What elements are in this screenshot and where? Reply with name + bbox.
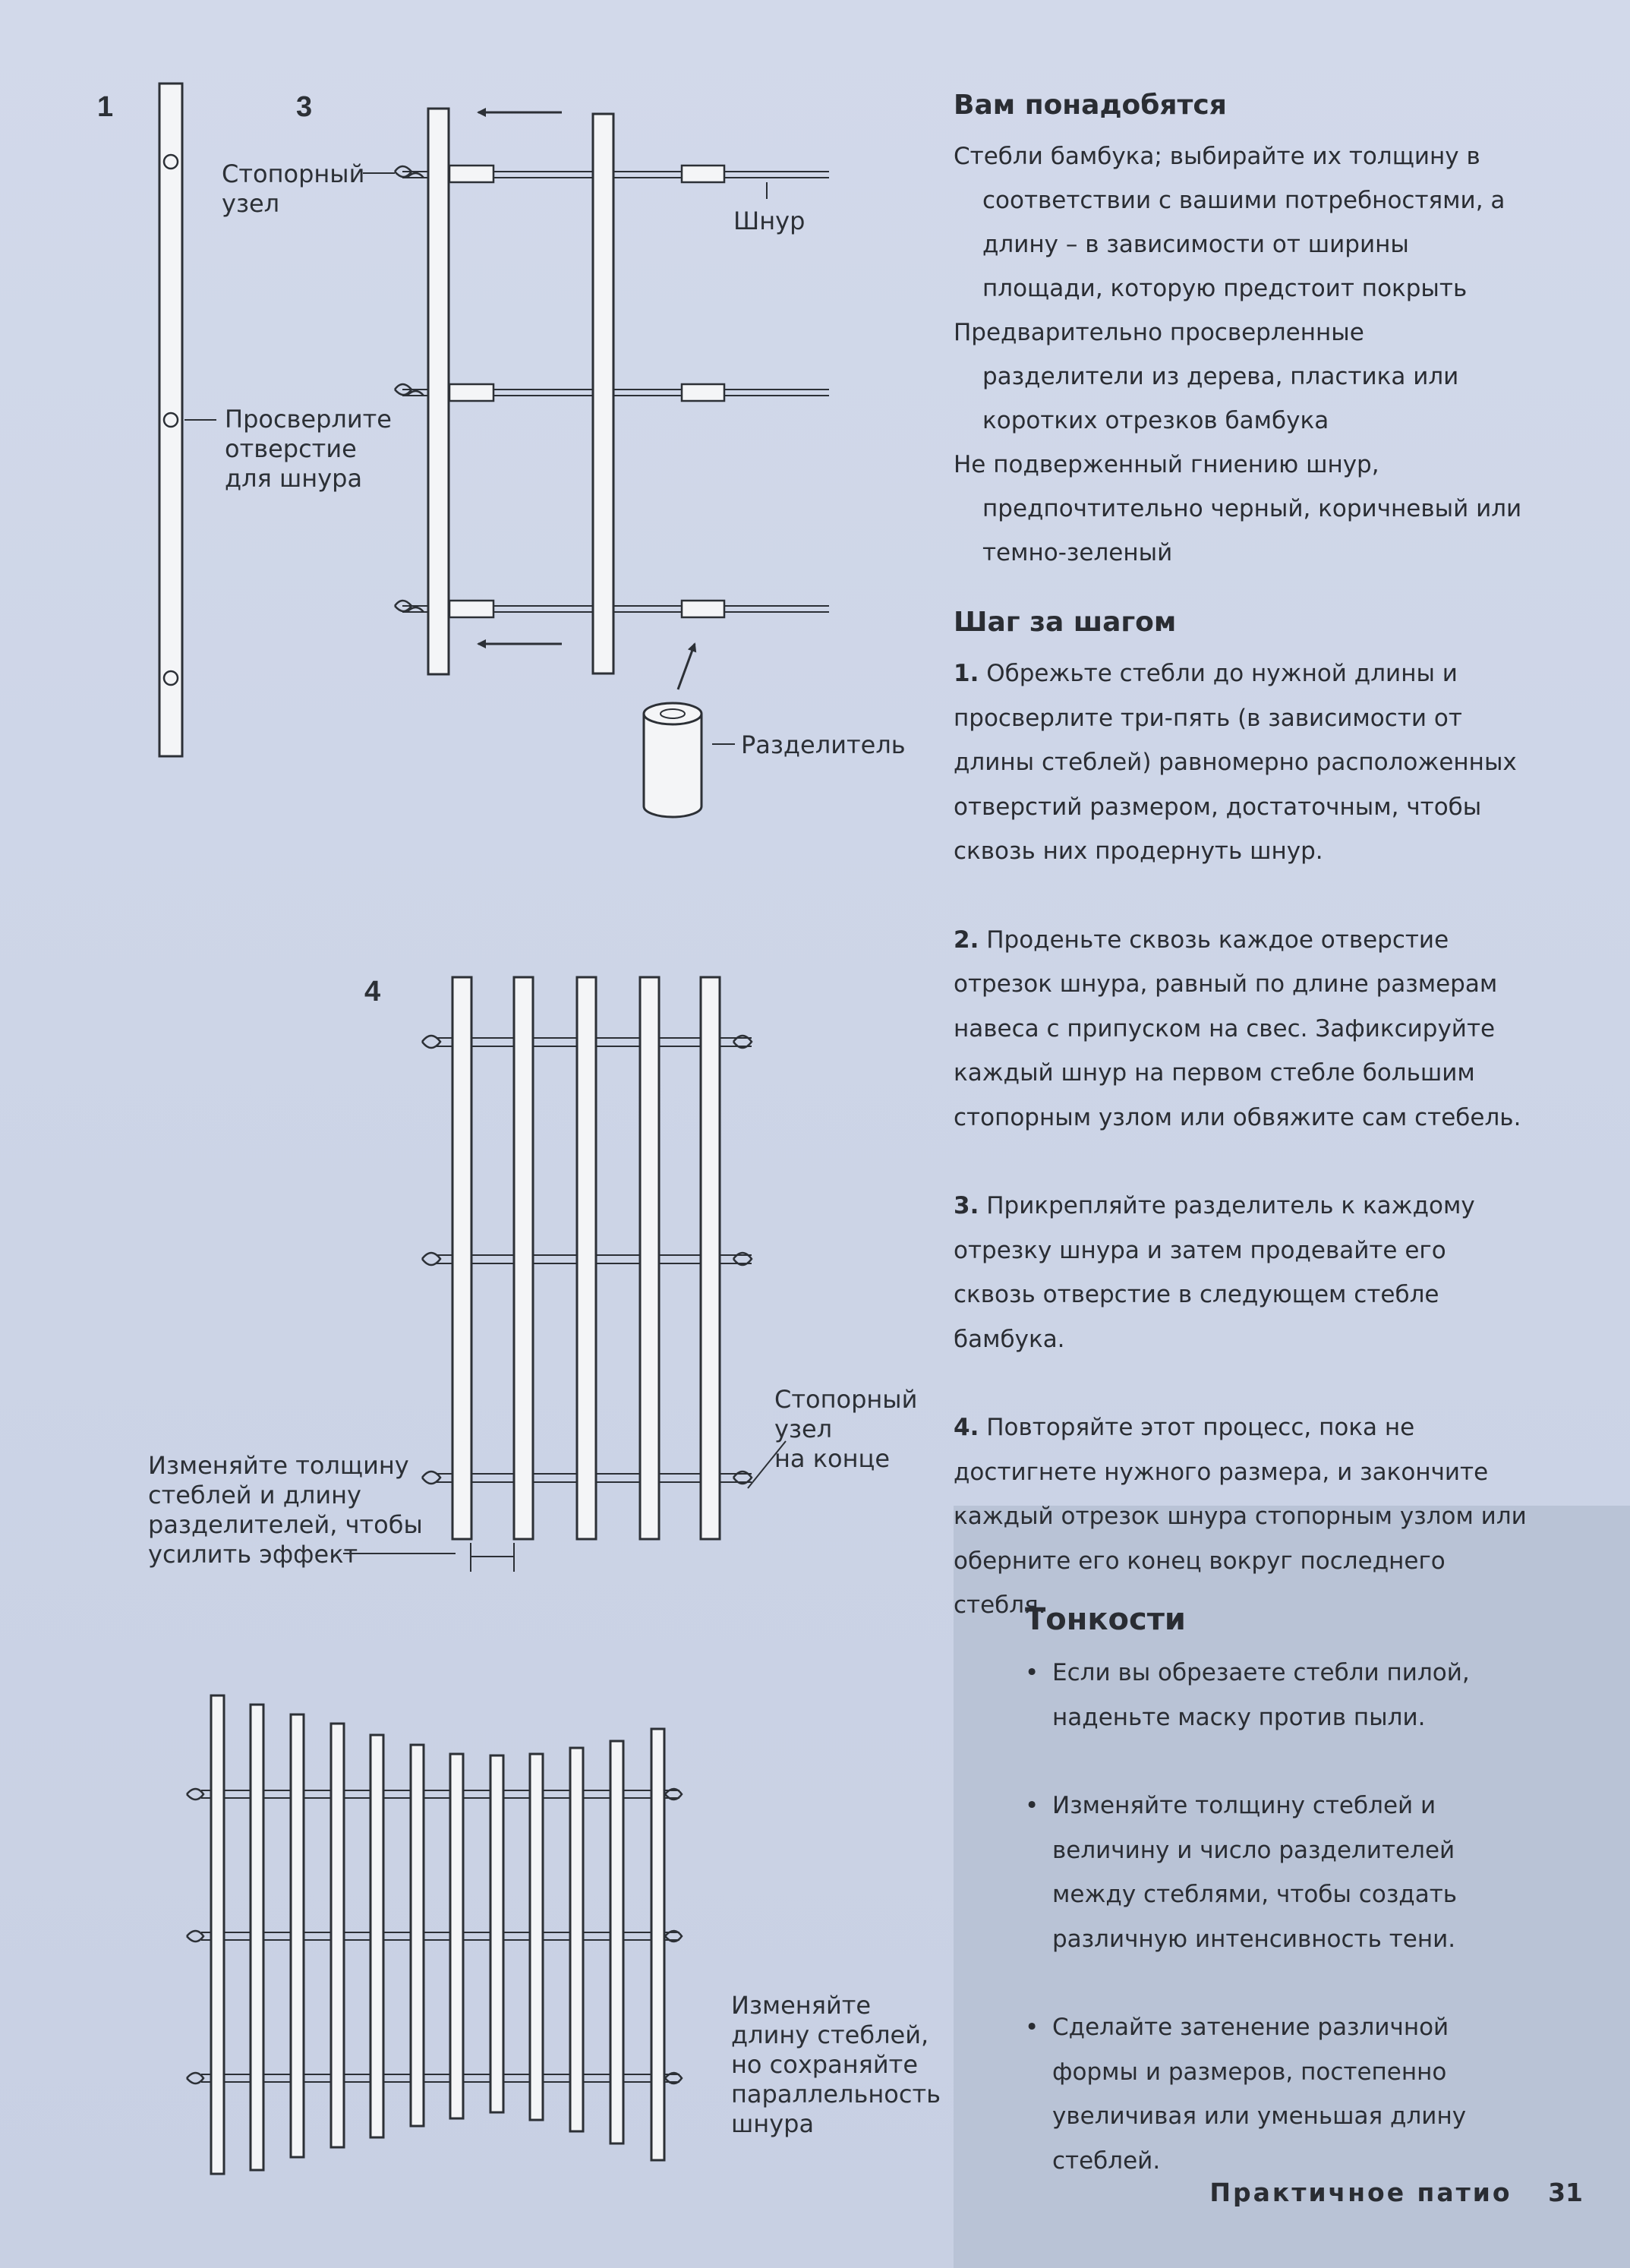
tip-item bbox=[1025, 1784, 1511, 1961]
figure-1-number: 1 bbox=[97, 91, 114, 123]
bamboo-stem bbox=[370, 1735, 383, 2137]
bamboo-stem bbox=[490, 1755, 503, 2112]
bamboo-stem bbox=[428, 109, 449, 674]
cord-label: Шнур bbox=[733, 207, 806, 235]
bamboo-stem bbox=[211, 1695, 224, 2174]
thickness-label-line: стеблей и длину bbox=[148, 1481, 361, 1509]
end-knot-label-line: на конце bbox=[774, 1444, 890, 1473]
step-item bbox=[954, 651, 1531, 874]
bullet-icon: • bbox=[1025, 1792, 1039, 1819]
step-number: 3. bbox=[954, 1192, 979, 1219]
step-text: Обрежьте стебли до нужной длины и просверлите три-пять (в зависимости от длины стеблей) равномерно расположенных отверстий размером, достаточным, чтобы сквозь них продернуть шнур. bbox=[954, 660, 1517, 865]
bamboo-stem bbox=[593, 114, 613, 673]
spacer-label: Разделитель bbox=[741, 730, 906, 759]
materials-item: Предварительно просверленные разделители из дерева, пластика или коротких отрезков бамбука bbox=[954, 319, 1459, 434]
tips-heading: Тонкости bbox=[1025, 1602, 1186, 1637]
step-text: Повторяйте этот процесс, пока не достигнете нужного размера, и закончите каждый отрезок шнура стопорным узлом или оберните его конец вокруг последнего стебля. bbox=[954, 1414, 1527, 1619]
bamboo-stem bbox=[577, 977, 596, 1539]
step-number: 2. bbox=[954, 926, 979, 954]
length-label-line: параллельность bbox=[731, 2080, 941, 2109]
bullet-icon: • bbox=[1025, 2014, 1039, 2041]
bamboo-stem bbox=[331, 1724, 344, 2147]
bamboo-stem bbox=[651, 1729, 664, 2160]
figure-5 bbox=[187, 1695, 941, 2174]
tip-item bbox=[1025, 1651, 1511, 1740]
step-text: Прикрепляйте разделитель к каждому отрезку шнура и затем продевайте его сквозь отверстие в следующем стебле бамбука. bbox=[954, 1192, 1475, 1353]
bamboo-stem bbox=[291, 1714, 304, 2157]
materials-item: Стебли бамбука; выбирайте их толщину в соответствии с вашими потребностями, а длину – в зависимости от ширины площади, которую предстоит покрыть bbox=[954, 143, 1505, 302]
page-footer bbox=[1209, 2178, 1583, 2207]
figure-4 bbox=[148, 976, 917, 1572]
bamboo-stem bbox=[251, 1705, 263, 2170]
step-item bbox=[954, 1184, 1531, 1361]
bamboo-stem bbox=[450, 1754, 463, 2118]
step-number: 1. bbox=[954, 660, 979, 687]
bamboo-stem bbox=[701, 977, 720, 1539]
arrow-up-icon bbox=[678, 644, 695, 689]
length-label-line: Изменяйте bbox=[731, 1991, 872, 2020]
length-label-line: но сохраняйте bbox=[731, 2050, 918, 2079]
steps-list bbox=[954, 651, 1531, 1628]
thickness-label-line: Изменяйте толщину bbox=[148, 1451, 409, 1480]
thickness-label-line: усилить эффект bbox=[148, 1540, 358, 1569]
figure-3-number: 3 bbox=[296, 91, 313, 123]
materials-list bbox=[954, 134, 1531, 575]
knot-label-line: Стопорный bbox=[222, 159, 365, 188]
steps-heading: Шаг за шагом bbox=[954, 607, 1177, 638]
tip-item bbox=[1025, 2005, 1511, 2183]
end-knot-label-line: Стопорный bbox=[774, 1385, 918, 1414]
thickness-label-line: разделителей, чтобы bbox=[148, 1510, 423, 1539]
materials-item: Не подверженный гниению шнур, предпочтительно черный, коричневый или темно-зеленый bbox=[954, 451, 1522, 566]
text-column bbox=[954, 90, 1531, 1672]
bamboo-stem bbox=[530, 1754, 543, 2120]
page-number: 31 bbox=[1548, 2178, 1583, 2207]
section-title: Практичное патио bbox=[1209, 2178, 1512, 2207]
hole-label-line: отверстие bbox=[225, 434, 357, 463]
bamboo-stem bbox=[570, 1748, 583, 2131]
bamboo-stem bbox=[452, 977, 471, 1539]
tip-text: Изменяйте толщину стеблей и величину и число разделителей между стеблями, чтобы создать различную интенсивность тени. bbox=[1052, 1792, 1458, 1953]
step-text: Проденьте сквозь каждое отверстие отрезок шнура, равный по длине размерам навеса с припуском на свес. Зафиксируйте каждый шнур на первом стебле большим стопорным узлом или обвяжите сам стебель. bbox=[954, 926, 1521, 1131]
knot-label-line: узел bbox=[222, 189, 280, 218]
hole-label-line: для шнура bbox=[225, 464, 363, 493]
bamboo-stem bbox=[514, 977, 533, 1539]
length-label-line: длину стеблей, bbox=[731, 2020, 929, 2049]
hole-label-line: Просверлите bbox=[225, 405, 392, 434]
tips-box bbox=[1025, 1602, 1511, 2227]
spacer-illustration bbox=[644, 703, 701, 817]
bamboo-stem bbox=[411, 1745, 424, 2126]
step-item bbox=[954, 1405, 1531, 1628]
tip-text: Сделайте затенение различной формы и размеров, постепенно увеличивая или уменьшая длину стеблей. bbox=[1052, 2014, 1467, 2175]
step-number: 4. bbox=[954, 1414, 979, 1441]
bamboo-stem bbox=[610, 1741, 623, 2143]
figure-4-number: 4 bbox=[364, 976, 381, 1008]
bullet-icon: • bbox=[1025, 1659, 1039, 1686]
end-knot-label-line: узел bbox=[774, 1415, 833, 1443]
step-item bbox=[954, 918, 1531, 1140]
bamboo-stem bbox=[640, 977, 659, 1539]
bamboo-stem bbox=[159, 84, 182, 756]
length-label-line: шнура bbox=[731, 2109, 815, 2138]
tip-text: Если вы обрезаете стебли пилой, наденьте маску против пыли. bbox=[1052, 1659, 1470, 1731]
materials-heading: Вам понадобятся bbox=[954, 90, 1227, 121]
